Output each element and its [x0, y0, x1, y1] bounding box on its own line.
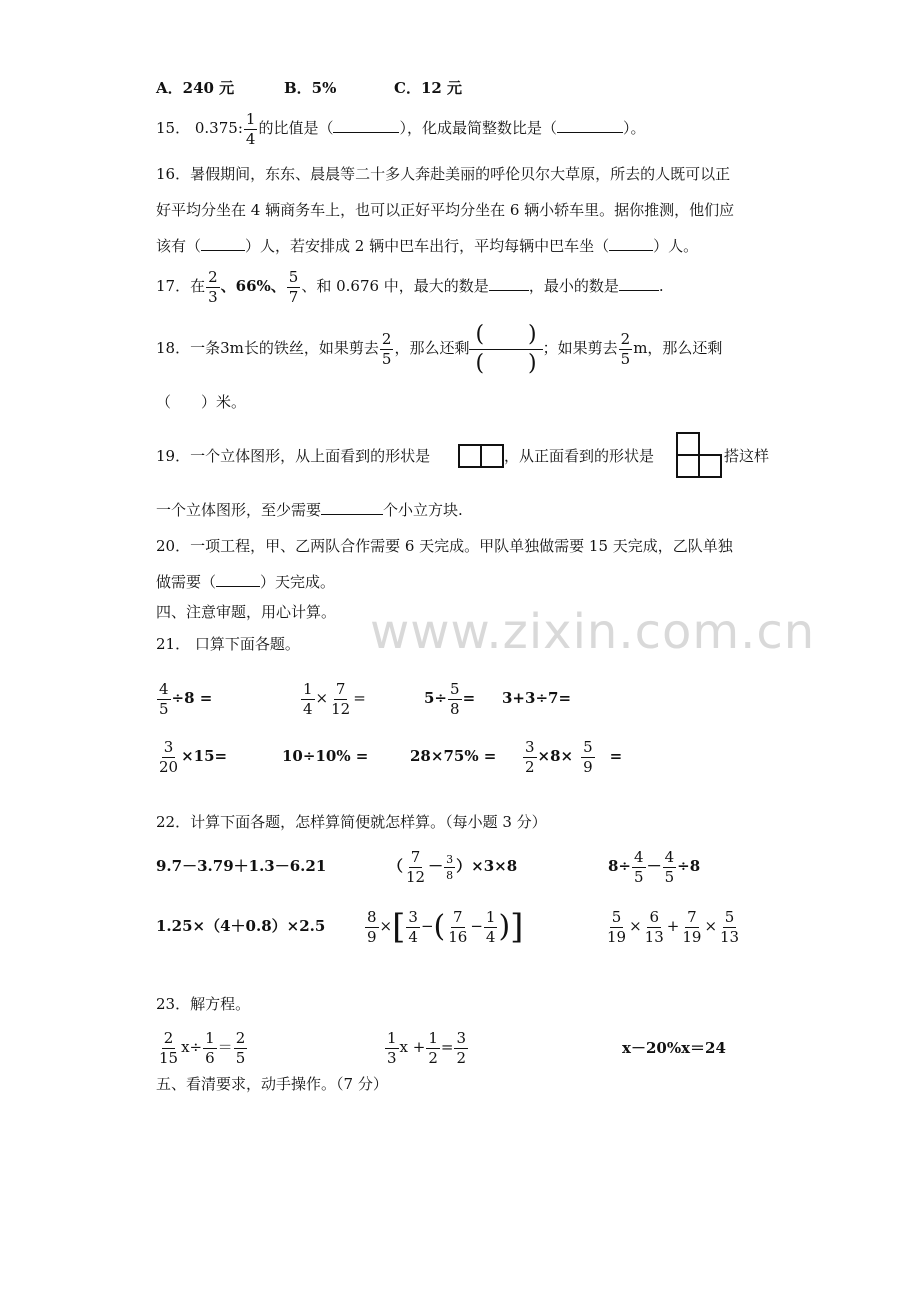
q17-number: 17．在 [156, 277, 206, 295]
bracket-left: [ [392, 907, 406, 947]
numerator: 1 [303, 679, 313, 698]
q18-text4: ，那么还剩 [647, 339, 723, 357]
denominator: 16 [448, 927, 468, 946]
fraction [329, 679, 352, 718]
q17-fraction-1 [206, 267, 220, 306]
q21-item-4: 3+3÷7= [502, 689, 572, 707]
expr: x÷ [181, 1038, 203, 1056]
numerator: 2 [163, 1028, 174, 1047]
numerator: 6 [649, 907, 659, 926]
numerator: 7 [453, 907, 463, 926]
numerator: 4 [634, 847, 644, 866]
fraction [454, 1028, 468, 1067]
numerator: 3 [456, 1028, 467, 1047]
q15-value: 0.375 [194, 119, 238, 137]
q20-text-b: ）天完成。 [260, 573, 336, 591]
q16-text-b: ）人，若安排成 2 辆中巴车出行，平均每辆中巴车坐（ [245, 237, 610, 255]
q18-number: 18．一条 [156, 339, 221, 357]
front-view-cell [676, 454, 700, 478]
minus: － [646, 857, 662, 875]
q19-text-3: 搭这样 [724, 447, 770, 465]
q18-answer-fraction[interactable] [469, 321, 542, 376]
equals: ＝ [217, 1038, 233, 1056]
denominator: 12 [406, 867, 426, 886]
q15-number: 15． [156, 119, 191, 137]
expr: ÷8 [677, 857, 701, 875]
q16-blank-2[interactable] [609, 250, 653, 251]
equals: = [462, 689, 476, 707]
q15-colon: : [237, 119, 243, 137]
numerator: 1 [428, 1028, 438, 1047]
q21-item-3 [424, 676, 475, 720]
denominator: 9 [367, 927, 377, 946]
plus: + [666, 917, 680, 935]
numerator: 5 [724, 907, 735, 926]
fraction [404, 847, 427, 886]
q20-line-1: 20．一项工程，甲、乙两队合作需要 6 天完成。甲队单独做需要 15 天完成，乙队单独 [156, 537, 733, 555]
fraction [234, 1028, 248, 1067]
q17-text2: ，最小的数是 [528, 277, 619, 295]
numerator: 2 [620, 329, 631, 348]
front-view-cell [698, 454, 722, 478]
expr: ÷8 = [171, 689, 213, 707]
q19-text-4: 一个立体图形，至少需要 [156, 501, 322, 519]
numerator: 1 [485, 907, 496, 926]
q21-item-7: 28×75% = [410, 747, 497, 765]
denominator-blank: ( ) [475, 350, 537, 376]
denominator: 5 [381, 349, 392, 368]
fraction [632, 847, 646, 886]
fraction [385, 1028, 399, 1067]
q16-text-c: ）人。 [653, 237, 699, 255]
denominator: 2 [456, 1048, 467, 1067]
q15-text2: ），化成最简整数比是（ [399, 119, 557, 137]
expr: 8÷ [608, 857, 632, 875]
denominator: 3 [208, 287, 218, 306]
denominator: 8 [446, 868, 454, 882]
q22-expr-1: 9.7－3.79＋1.3－6.21 [156, 857, 327, 875]
q23-equation-2 [384, 1024, 469, 1070]
numerator: 5 [583, 737, 593, 756]
q22-title: 22．计算下面各题，怎样算简便就怎样算。（每小题 3 分） [156, 813, 547, 831]
numerator: 1 [205, 1028, 215, 1047]
denominator: 2 [525, 757, 535, 776]
top-view-shape [458, 444, 502, 466]
denominator: 5 [159, 699, 169, 718]
q21-item-2 [300, 676, 366, 720]
fraction [718, 907, 741, 946]
q23-title: 23．解方程。 [156, 995, 251, 1013]
section-5-heading: 五、看清要求，动手操作。（7 分） [156, 1075, 388, 1093]
fraction [605, 907, 628, 946]
denominator: 13 [720, 927, 740, 946]
times: × [704, 917, 718, 935]
q18-fraction-2 [619, 329, 633, 368]
expr: ）×3×8 [456, 857, 518, 875]
q14-option-b: B．5% [284, 79, 337, 97]
expr: x + [399, 1038, 426, 1056]
watermark: www.zixin.com.cn [370, 604, 816, 660]
q15-blank-2[interactable] [557, 132, 623, 133]
q18-unit: m [633, 339, 648, 357]
bracket-right: ] [510, 907, 524, 947]
q23-equation-3: x－20%x＝24 [622, 1039, 726, 1057]
denominator: 13 [644, 927, 664, 946]
denominator: 4 [408, 927, 418, 946]
equals: = [609, 747, 623, 765]
numerator: 5 [288, 267, 299, 286]
fraction [448, 679, 462, 718]
fraction [157, 1028, 180, 1067]
q18-text3: ；如果剪去 [542, 339, 618, 357]
fraction [406, 907, 420, 946]
q16-line-3 [156, 236, 698, 256]
numerator: 2 [235, 1028, 246, 1047]
times: × [315, 689, 329, 707]
q19-text-5: 个小立方块. [383, 501, 463, 519]
q19-line-2 [156, 500, 463, 520]
equals: = [353, 689, 366, 707]
q16-line-2: 好平均分坐在 4 辆商务车上，也可以正好平均分坐在 6 辆小轿车里。据你推测，他们应 [156, 201, 735, 219]
q21-item-5 [156, 734, 227, 778]
q17-blank-1[interactable] [489, 290, 529, 291]
paren: （ [388, 857, 404, 875]
q19-text-2: ，从正面看到的形状是 [504, 447, 655, 465]
times: × [629, 917, 642, 935]
expr: ×15= [181, 747, 228, 765]
q17-blank-2[interactable] [619, 290, 659, 291]
expr: 5÷ [424, 689, 448, 707]
minus: − [470, 917, 483, 935]
numerator: 4 [664, 847, 675, 866]
q22-expr-6 [604, 902, 742, 950]
numerator: 7 [410, 847, 421, 866]
question-18 [156, 320, 722, 376]
fraction [426, 1028, 440, 1067]
q17-text1: 、和 0.676 中，最大的数是 [301, 277, 489, 295]
q15-blank-1[interactable] [333, 132, 399, 133]
denominator: 20 [159, 757, 179, 776]
q22-expr-2 [388, 844, 517, 888]
q18-length: 3m [220, 339, 244, 357]
front-view-cell [676, 432, 700, 456]
numerator-blank: ( ) [469, 324, 542, 350]
fraction [663, 847, 677, 886]
question-15 [156, 110, 645, 147]
q16-blank-1[interactable] [201, 250, 245, 251]
denominator: 7 [288, 287, 299, 306]
numerator: 3 [525, 737, 535, 756]
q20-blank[interactable] [216, 586, 260, 587]
minus: － [428, 857, 444, 875]
top-view-cell [458, 444, 482, 468]
numerator: 8 [367, 907, 377, 926]
equals: = [440, 1038, 454, 1056]
section-4-heading: 四、注意审题，用心计算。 [156, 603, 337, 621]
minus: − [420, 917, 434, 935]
q15-text1: 的比值是（ [258, 119, 334, 137]
numerator: 1 [387, 1028, 397, 1047]
fraction [680, 907, 703, 946]
numerator: 3 [408, 907, 418, 926]
q22-expr-4: 1.25×（4＋0.8）×2.5 [156, 917, 326, 935]
q21-item-1 [156, 676, 212, 720]
numerator: 5 [450, 679, 460, 698]
q16-line-1: 16．暑假期间，东东、晨晨等二十多人奔赴美丽的呼伦贝尔大草原，所去的人既可以正 [156, 165, 731, 183]
denominator: 5 [634, 867, 644, 886]
denominator: 19 [682, 927, 702, 946]
q14-option-c: C．12 元 [394, 79, 463, 97]
fraction [157, 679, 171, 718]
paren-left: ( [433, 909, 446, 944]
denominator: 5 [620, 349, 631, 368]
q21-item-6: 10÷10% = [282, 747, 369, 765]
top-view-cell [480, 444, 504, 468]
q21-title: 21． 口算下面各题。 [156, 635, 300, 653]
fraction [523, 737, 537, 776]
denominator: 8 [450, 699, 460, 718]
denominator: 9 [583, 757, 593, 776]
fraction [301, 679, 315, 718]
denominator: 4 [245, 129, 256, 148]
expr: ×8× [537, 747, 574, 765]
denominator: 4 [485, 927, 496, 946]
numerator: 3 [163, 737, 174, 756]
numerator: 1 [245, 109, 256, 128]
q21-item-8 [522, 734, 622, 778]
question-17 [156, 266, 664, 306]
q19-blank[interactable] [321, 514, 383, 515]
denominator: 5 [664, 867, 675, 886]
denominator: 5 [235, 1048, 246, 1067]
q17-text3: . [658, 277, 664, 295]
fraction [446, 907, 469, 946]
front-view-shape [676, 432, 722, 480]
denominator: 4 [303, 699, 313, 718]
numerator: 2 [208, 267, 218, 286]
denominator: 2 [428, 1048, 438, 1067]
q20-line-2 [156, 572, 335, 592]
q22-expr-5 [364, 900, 523, 953]
q16-text-a: 该有（ [156, 237, 202, 255]
numerator: 7 [335, 679, 346, 698]
numerator: 2 [381, 329, 392, 348]
fraction [365, 907, 379, 946]
denominator: 6 [205, 1048, 215, 1067]
numerator: 7 [687, 907, 697, 926]
numerator: 5 [611, 907, 622, 926]
fraction [581, 737, 595, 776]
denominator: 12 [331, 699, 351, 718]
q22-expr-3 [608, 844, 700, 888]
denominator: 19 [607, 927, 627, 946]
fraction [643, 907, 666, 946]
q18-text2: ，那么还剩 [394, 339, 470, 357]
times: × [379, 917, 393, 935]
q23-equation-1 [156, 1024, 248, 1070]
q14-option-a: A．240 元 [156, 79, 235, 97]
q15-fraction [244, 109, 258, 148]
q17-sep: 、66%、 [220, 277, 286, 295]
q18-line-2: （ ）米。 [156, 393, 247, 411]
fraction [444, 854, 455, 881]
q20-text-a: 做需要（ [156, 573, 217, 591]
fraction [203, 1028, 217, 1067]
fraction [157, 737, 180, 776]
q17-fraction-2 [287, 267, 301, 306]
fraction [484, 907, 498, 946]
q18-fraction-1 [380, 329, 394, 368]
paren-right: ) [498, 909, 511, 944]
numerator: 4 [159, 679, 169, 698]
q19-text-1: 19．一个立体图形，从上面看到的形状是 [156, 447, 431, 465]
denominator: 15 [159, 1048, 179, 1067]
q15-text3: ）。 [622, 119, 646, 137]
denominator: 3 [387, 1048, 397, 1067]
numerator: 3 [446, 852, 454, 866]
q18-text1: 长的铁丝，如果剪去 [243, 339, 379, 357]
